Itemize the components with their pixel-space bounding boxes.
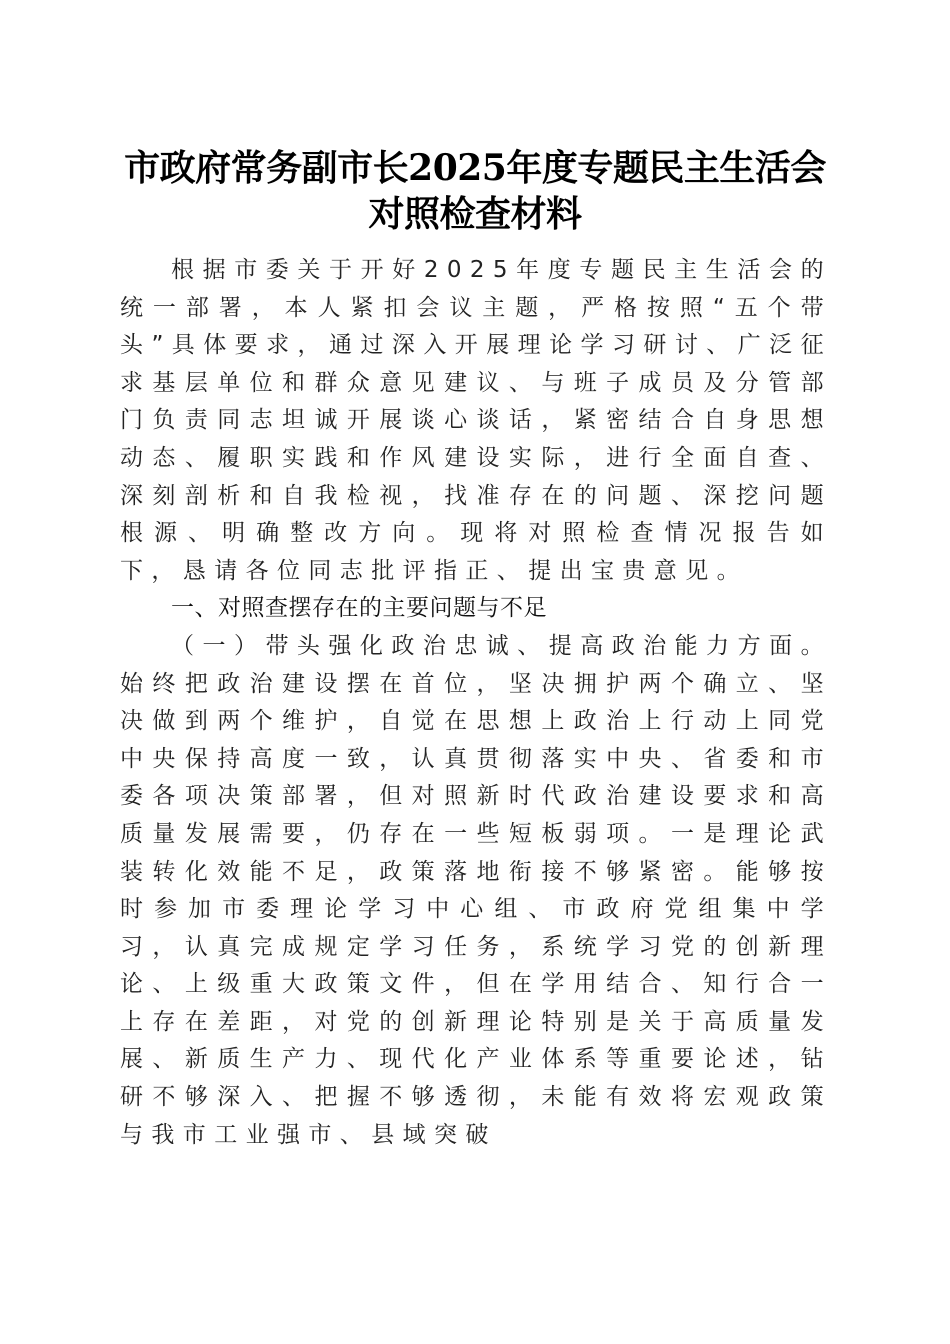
subsection-body: 始终把政治建设摆在首位，坚决拥护两个确立、坚决做到两个维护，自觉在思想上政治上行动上同党中央保持高度一致，认真贯彻落实中央、省委和市委各项决策部署，但对照新时代政治建设要求和高质量发展需要，仍存在一些短板弱项。一是理论武装转化效能不足，政策落地衔接不够紧密。能够按时参加市委理论学习中心组、市政府党组集中学习，认真完成规定学习任务，系统学习党的创新理论、上级重大政策文件，但在学用结合、知行合一上存在差距，对党的创新理论特别是关于高质量发展、新质生产力、现代化产业体系等重要论述，钻研不够深入、把握不够透彻，未能有效将宏观政策与我市工业强市、县域突破 (120, 670, 832, 1148)
intro-paragraph: 根据市委关于开好2025年度专题民主生活会的统一部署，本人紧扣会议主题，严格按照“五个带头”具体要求，通过深入开展理论学习研讨、广泛征求基层单位和群众意见建议、与班子成员及分管部门负责同志坦诚开展谈心谈话，紧密结合自身思想动态、履职实践和作风建设实际，进行全面自查、深刻剖析和自我检视，找准存在的问题、深挖问题根源、明确整改方向。现将对照检查情况报告如下，恳请各位同志批评指正、提出宝贵意见。 (120, 257, 832, 584)
document-title-line2: 对照检查材料 (368, 193, 582, 235)
subsection-heading: （一）带头强化政治忠诚、提高政治能力方面。 (171, 632, 832, 659)
document-body (120, 252, 832, 1154)
document-title-line1: 市政府常务副市长2025年度专题民主生活会 (124, 147, 826, 189)
subsection-paragraph (120, 628, 832, 1154)
section-heading: 一、对照查摆存在的主要问题与不足 (171, 595, 547, 622)
